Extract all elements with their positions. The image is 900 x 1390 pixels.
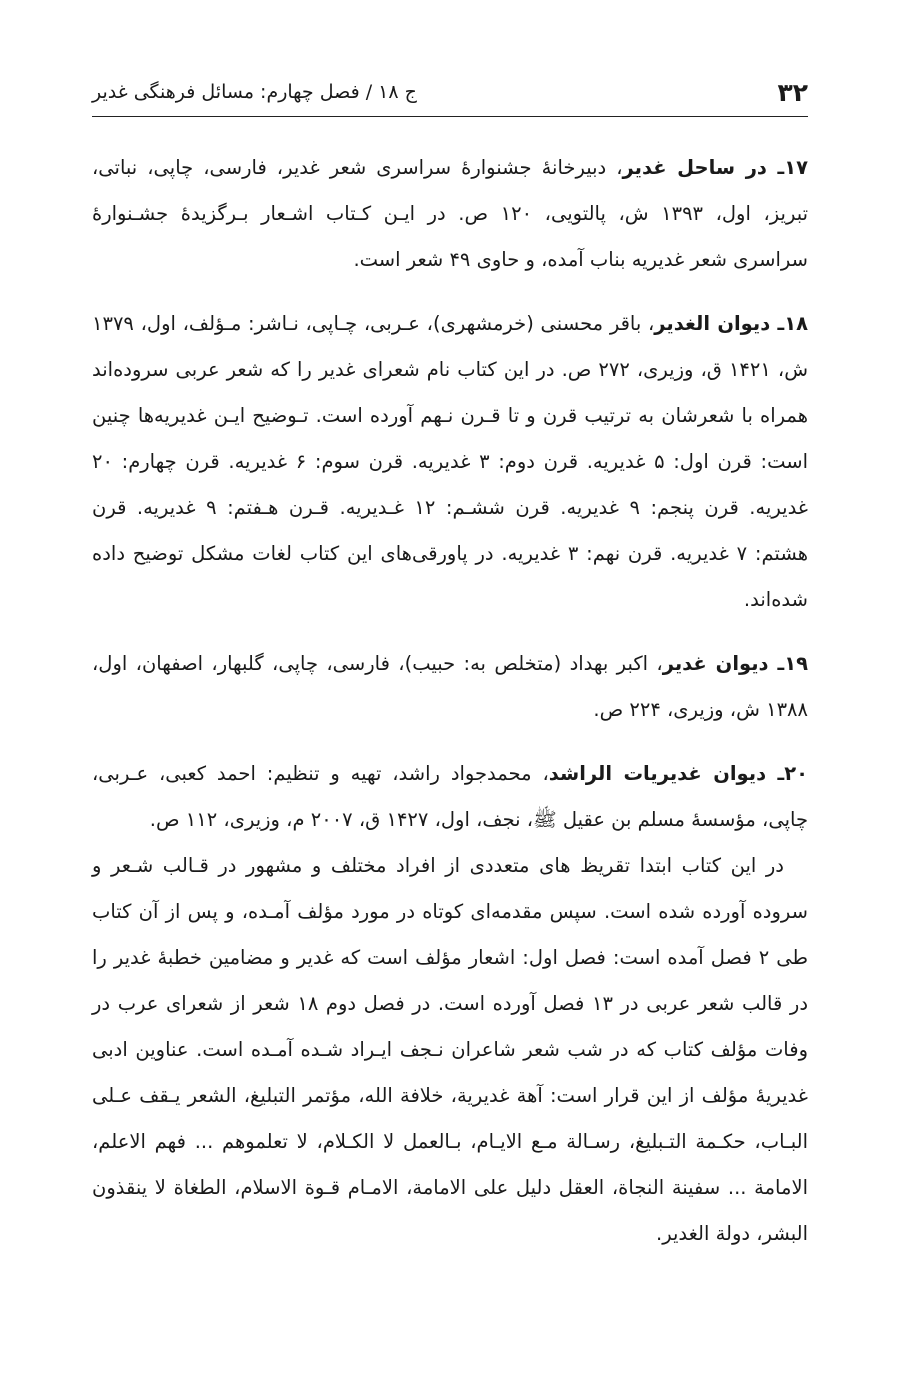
page-header bbox=[92, 72, 808, 112]
header-rule bbox=[92, 116, 808, 117]
running-head: ج ۱۸ / فصل چهارم: مسائل فرهنگی غدیر bbox=[92, 81, 417, 103]
entry-text: ، دبیرخانهٔ جشنوارهٔ سراسری شعر غدیر، فارسی، چاپی، نباتی، تبریز، اول، ۱۳۹۳ ش، پالتویی، ۱۲۰ ص. در ایـن کـتاب اشـعار بـرگزیدهٔ جشـنوارهٔ سراسری شعر غدیریه بناب آمده، و حاوی ۴۹ شعر است. bbox=[92, 156, 809, 271]
entry-20 bbox=[92, 751, 808, 1257]
page-content bbox=[92, 145, 808, 1257]
entry-text: ، محمدجواد راشد، تهیه و تنظیم: احمد کعبی، عـربی، چاپی، مؤسسهٔ مسلم بن عقیل ﷺ، نجف، اول، ۱۴۲۷ ق، ۲۰۰۷ م، وزیری، ۱۱۲ ص. bbox=[92, 762, 808, 831]
entry-20-description: در این کتاب ابتدا تقریظ های متعددی از افراد مختلف و مشهور در قـالب شـعر و سروده آورده شده است. سپس مقدمه‌ای کوتاه در مورد مؤلف آمـده، و پس از آن کتاب طی ۲ فصل آمده است: فصل اول: اشعار مؤلف است که غدیر و مضامین خطبهٔ غدیر را در قالب شعر عربی در ۱۳ فصل آورده است. در فصل دوم ۱۸ شعر از شعرای عرب در وفات مؤلف کتاب که در شب شعر شاعران نـجف ایـراد شـده آمـده است. عناوین ادبی غدیریهٔ مؤلف از این قرار است: آهة غدیریة، خلافة الله، مؤتمر التبلیغ، الشعر یـقف عـلی البـاب، حکـمة التـبلیغ، رسـالة مـع الایـام، بـالعمل لا الکـلام، لا تعلموهم ... فهم الاعلم، الامامة ... سفینة النجاة، العقل دلیل علی الامامة، الامـام قـوة الاسلام، الطغاة لا ینقذون البشر، دولة الغدیر. bbox=[92, 854, 809, 1245]
entry-19 bbox=[92, 641, 808, 733]
entry-title: ۱۹ـ دیوان غدیر bbox=[662, 652, 808, 675]
entry-title: ۱۸ـ دیوان الغدیر bbox=[654, 312, 808, 335]
entry-title: ۲۰ـ دیوان غدیریات الراشد bbox=[548, 762, 808, 785]
page-number: ۳۲ bbox=[777, 77, 808, 107]
entry-18 bbox=[92, 301, 808, 623]
entry-17 bbox=[92, 145, 808, 283]
entry-text: ، اکبر بهداد (متخلص به: حبیب)، فارسی، چاپی، گلبهار، اصفهان، اول، ۱۳۸۸ ش، وزیری، ۲۲۴ ص. bbox=[92, 652, 808, 721]
entry-20-citation bbox=[92, 751, 808, 843]
book-page bbox=[92, 0, 808, 1390]
entry-title: ۱۷ـ در ساحل غدیر bbox=[622, 156, 808, 179]
entry-text: ، باقر محسنی (خرمشهری)، عـربی، چـاپی، نـاشر: مـؤلف، اول، ۱۳۷۹ ش، ۱۴۲۱ ق، وزیری، ۲۷۲ ص. در این کتاب نام شعرای غدیر را که شعر عربی سروده‌اند همراه با شعرشان به ترتیب قرن و تا قـرن نـهم آورده است. تـوضیح ایـن غدیریه‌ها چنین است: قرن اول: ۵ غدیریه. قرن دوم: ۳ غدیریه. قرن سوم: ۶ غدیریه. قرن چهارم: ۲۰ غدیریه. قرن پنجم: ۹ غدیریه. قرن ششـم: ۱۲ غـدیریه. قـرن هـفتم: ۹ غدیریه. قرن هشتم: ۷ غدیریه. قرن نهم: ۳ غدیریه. در پاورقی‌های این کتاب لغات مشکل توضیح داده شده‌اند. bbox=[92, 312, 809, 611]
